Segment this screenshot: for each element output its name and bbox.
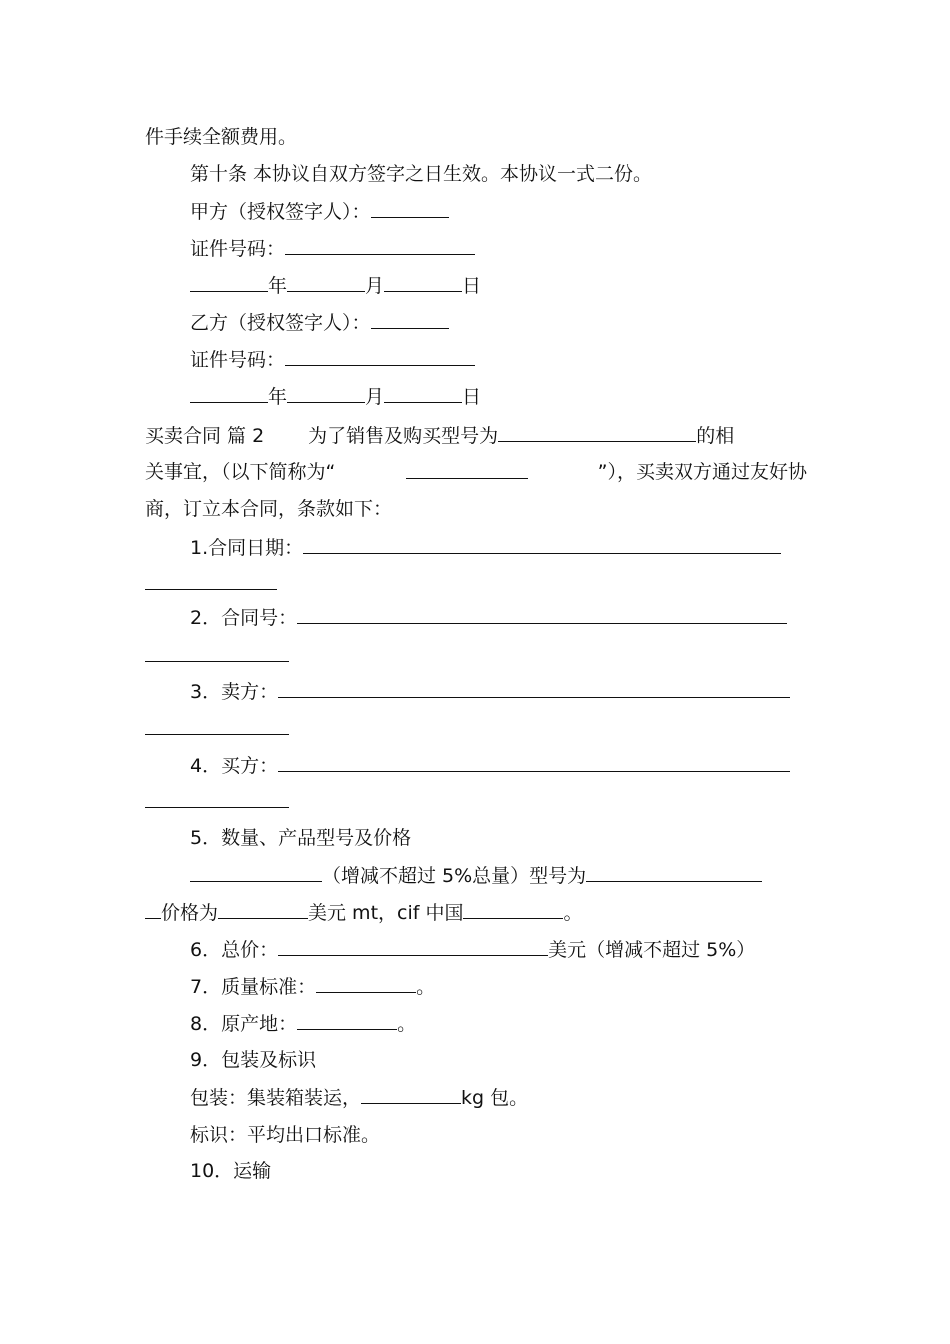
blank-field[interactable] — [145, 713, 289, 735]
item-5-price: 价格为 美元 mt，cif 中国 。 — [145, 897, 582, 927]
blank-field[interactable] — [218, 897, 308, 919]
item-6-total: 6．总价： 美元（增减不超过 5%） — [190, 934, 755, 964]
text-line: 商，订立本合同，条款如下： — [145, 498, 393, 520]
blank-field[interactable] — [285, 344, 475, 366]
blank-field[interactable] — [316, 971, 416, 993]
item-5-quantity: （增减不超过 5%总量）型号为 — [190, 860, 762, 890]
blank-continuation — [145, 568, 277, 598]
blank-field[interactable] — [384, 270, 462, 292]
party-a-id: 证件号码： — [190, 233, 475, 263]
blank-field[interactable] — [303, 532, 781, 554]
blank-field[interactable] — [278, 750, 790, 772]
item-10-title: 10．运输 — [190, 1160, 272, 1182]
blank-field[interactable] — [190, 270, 268, 292]
text-line: 件手续全额费用。 — [145, 126, 298, 148]
blank-field[interactable] — [371, 307, 449, 329]
blank-field[interactable] — [384, 381, 462, 403]
item-5-title: 5．数量、产品型号及价格 — [190, 827, 412, 849]
blank-field[interactable] — [361, 1082, 461, 1104]
blank-field[interactable] — [463, 897, 563, 919]
party-a-signatory: 甲方（授权签字人）： — [190, 196, 449, 226]
item-8-origin: 8．原产地： 。 — [190, 1008, 416, 1038]
blank-field[interactable] — [371, 196, 449, 218]
blank-field[interactable] — [190, 381, 268, 403]
blank-field[interactable] — [287, 381, 365, 403]
blank-field[interactable] — [285, 233, 475, 255]
blank-field[interactable] — [145, 897, 161, 919]
blank-field[interactable] — [278, 934, 548, 956]
section-2-intro: 买卖合同 篇 2 为了销售及购买型号为 的相 — [145, 420, 734, 450]
blank-field[interactable] — [498, 420, 696, 442]
party-b-signatory: 乙方（授权签字人）： — [190, 307, 449, 337]
blank-field[interactable] — [297, 1008, 397, 1030]
blank-field[interactable] — [586, 860, 762, 882]
item-7-quality: 7．质量标准： 。 — [190, 971, 435, 1001]
item-3-seller: 3．卖方： — [190, 676, 790, 706]
blank-field[interactable] — [297, 602, 787, 624]
blank-continuation — [145, 786, 289, 816]
blank-continuation — [145, 713, 289, 743]
blank-field[interactable] — [145, 568, 277, 590]
item-4-buyer: 4．买方： — [190, 750, 790, 780]
item-1-contract-date: 1.合同日期： — [190, 532, 781, 562]
blank-field[interactable] — [190, 860, 322, 882]
blank-continuation — [145, 640, 289, 670]
blank-field[interactable] — [406, 457, 528, 479]
item-9-title: 9．包装及标识 — [190, 1049, 317, 1071]
item-9-marking: 标识：平均出口标准。 — [190, 1124, 381, 1146]
party-b-date: 年 月 日 — [190, 381, 481, 411]
article-ten: 第十条 本协议自双方签字之日生效。本协议一式二份。 — [190, 163, 653, 185]
item-9-packing: 包装：集装箱装运， kg 包。 — [190, 1082, 528, 1112]
text-line: 关事宜，（以下简称为“ ”），买卖双方通过友好协 — [145, 457, 807, 487]
blank-field[interactable] — [145, 786, 289, 808]
blank-field[interactable] — [145, 640, 289, 662]
party-b-id: 证件号码： — [190, 344, 475, 374]
item-2-contract-no: 2．合同号： — [190, 602, 787, 632]
section-title: 买卖合同 篇 2 — [145, 425, 265, 447]
party-a-date: 年 月 日 — [190, 270, 481, 300]
blank-field[interactable] — [278, 676, 790, 698]
blank-field[interactable] — [287, 270, 365, 292]
